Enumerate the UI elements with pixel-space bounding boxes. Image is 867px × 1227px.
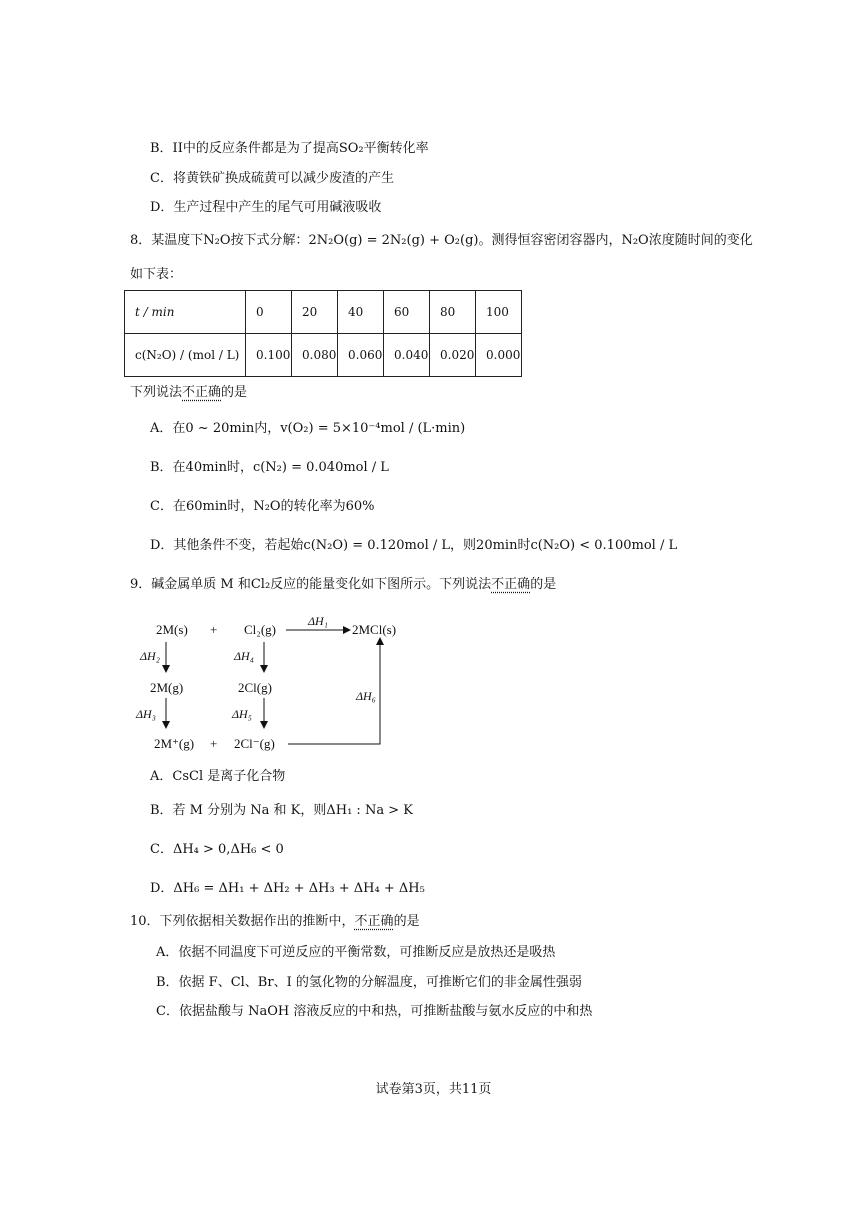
q9-option-a: A．CsCl 是离子化合物	[150, 769, 286, 784]
born-haber-cycle-diagram	[130, 610, 420, 760]
table-cell: 0.100	[246, 334, 292, 377]
diagram-2m-gas: 2M(g)	[150, 680, 184, 695]
q10-option-b: B．依据 F、Cl、Br、I 的氢化物的分解温度，可推断它们的非金属性强弱	[156, 975, 582, 990]
table-cell: 0.040	[384, 334, 430, 377]
label-dh4: ΔH₄	[234, 649, 254, 663]
diagram-2m-solid: 2M(s)	[156, 622, 188, 637]
q9-option-d: D．ΔH₆ = ΔH₁ + ΔH₂ + ΔH₃ + ΔH₄ + ΔH₅	[150, 881, 425, 896]
table-row	[125, 291, 522, 334]
page-footer: 试卷第3页，共11页	[375, 1082, 492, 1097]
q10-stem-prefix: 10．下列依据相关数据作出的推断中，	[130, 914, 355, 929]
table-header-concentration: c(N₂O) / (mol / L)	[125, 334, 246, 377]
q8-option-c: C．在60min时，N₂O的转化率为60%	[150, 499, 375, 514]
q8-question-emphasis: 不正确	[182, 385, 222, 400]
diagram-plus: +	[210, 622, 218, 637]
table-cell: 100	[476, 291, 522, 334]
diagram-cl2-gas: Cl₂(g)	[244, 622, 276, 637]
label-dh6: ΔH₆	[356, 689, 376, 703]
table-cell: 80	[430, 291, 476, 334]
q8-stem: 8．某温度下N₂O按下式分解：2N₂O(g) = 2N₂(g) + O₂(g)。测得恒容密闭容器内，N₂O浓度随时间的变化	[130, 233, 753, 248]
table-cell: 0.080	[292, 334, 338, 377]
q9-option-b: B．若 M 分别为 Na 和 K，则ΔH₁ : Na > K	[150, 803, 413, 818]
q8-option-d: D．其他条件不变，若起始c(N₂O) = 0.120mol / L，则20min时c(N₂O) < 0.100mol / L	[150, 538, 678, 553]
q8-stem-continued: 如下表：	[130, 267, 183, 282]
table-cell: 60	[384, 291, 430, 334]
q7-option-b: B．II中的反应条件都是为了提高SO₂平衡转化率	[150, 141, 429, 156]
q10-stem-emphasis: 不正确	[354, 914, 394, 929]
table-cell: 40	[338, 291, 384, 334]
table-cell: 0.020	[430, 334, 476, 377]
diagram-2mcl-solid: 2MCl(s)	[352, 622, 397, 637]
table-header-time: t / min	[125, 291, 246, 334]
q7-option-c: C．将黄铁矿换成硫黄可以减少废渣的产生	[150, 171, 394, 186]
table-cell: 20	[292, 291, 338, 334]
q10-stem-suffix: 的是	[393, 914, 420, 929]
q8-option-b: B．在40min时，c(N₂) = 0.040mol / L	[150, 460, 389, 475]
table-row	[125, 334, 522, 377]
q8-question-suffix: 的是	[221, 385, 248, 400]
q9-stem-suffix: 的是	[530, 577, 557, 592]
q9-stem-emphasis: 不正确	[491, 577, 531, 592]
diagram-2m-ion: 2M⁺(g)	[154, 736, 195, 751]
diagram-2cl-gas: 2Cl(g)	[238, 680, 272, 695]
table-cell: 0.060	[338, 334, 384, 377]
label-dh1: ΔH₁	[308, 614, 328, 628]
q10-option-a: A．依据不同温度下可逆反应的平衡常数，可推断反应是放热还是吸热	[156, 945, 556, 960]
q10-stem	[130, 913, 420, 931]
q7-option-d: D．生产过程中产生的尾气可用碱液吸收	[150, 200, 382, 215]
label-dh2: ΔH₂	[140, 649, 160, 663]
q9-stem	[130, 576, 556, 594]
label-dh3: ΔH₃	[136, 707, 156, 721]
q10-option-c: C．依据盐酸与 NaOH 溶液反应的中和热，可推断盐酸与氨水反应的中和热	[156, 1004, 593, 1019]
table-cell: 0	[246, 291, 292, 334]
diagram-plus-2: +	[210, 736, 218, 751]
q8-concentration-table	[124, 290, 522, 377]
q8-question-prefix: 下列说法	[130, 385, 183, 400]
table-cell: 0.000	[476, 334, 522, 377]
q8-option-a: A．在0 ~ 20min内，v(O₂) = 5×10⁻⁴mol / (L·min)	[150, 421, 466, 436]
diagram-2cl-ion: 2Cl⁻(g)	[234, 736, 275, 751]
q9-stem-prefix: 9．碱金属单质 M 和Cl₂反应的能量变化如下图所示。下列说法	[130, 577, 492, 592]
q8-question	[130, 384, 247, 402]
q9-option-c: C．ΔH₄ > 0,ΔH₆ < 0	[150, 842, 284, 857]
label-dh5: ΔH₅	[232, 707, 252, 721]
